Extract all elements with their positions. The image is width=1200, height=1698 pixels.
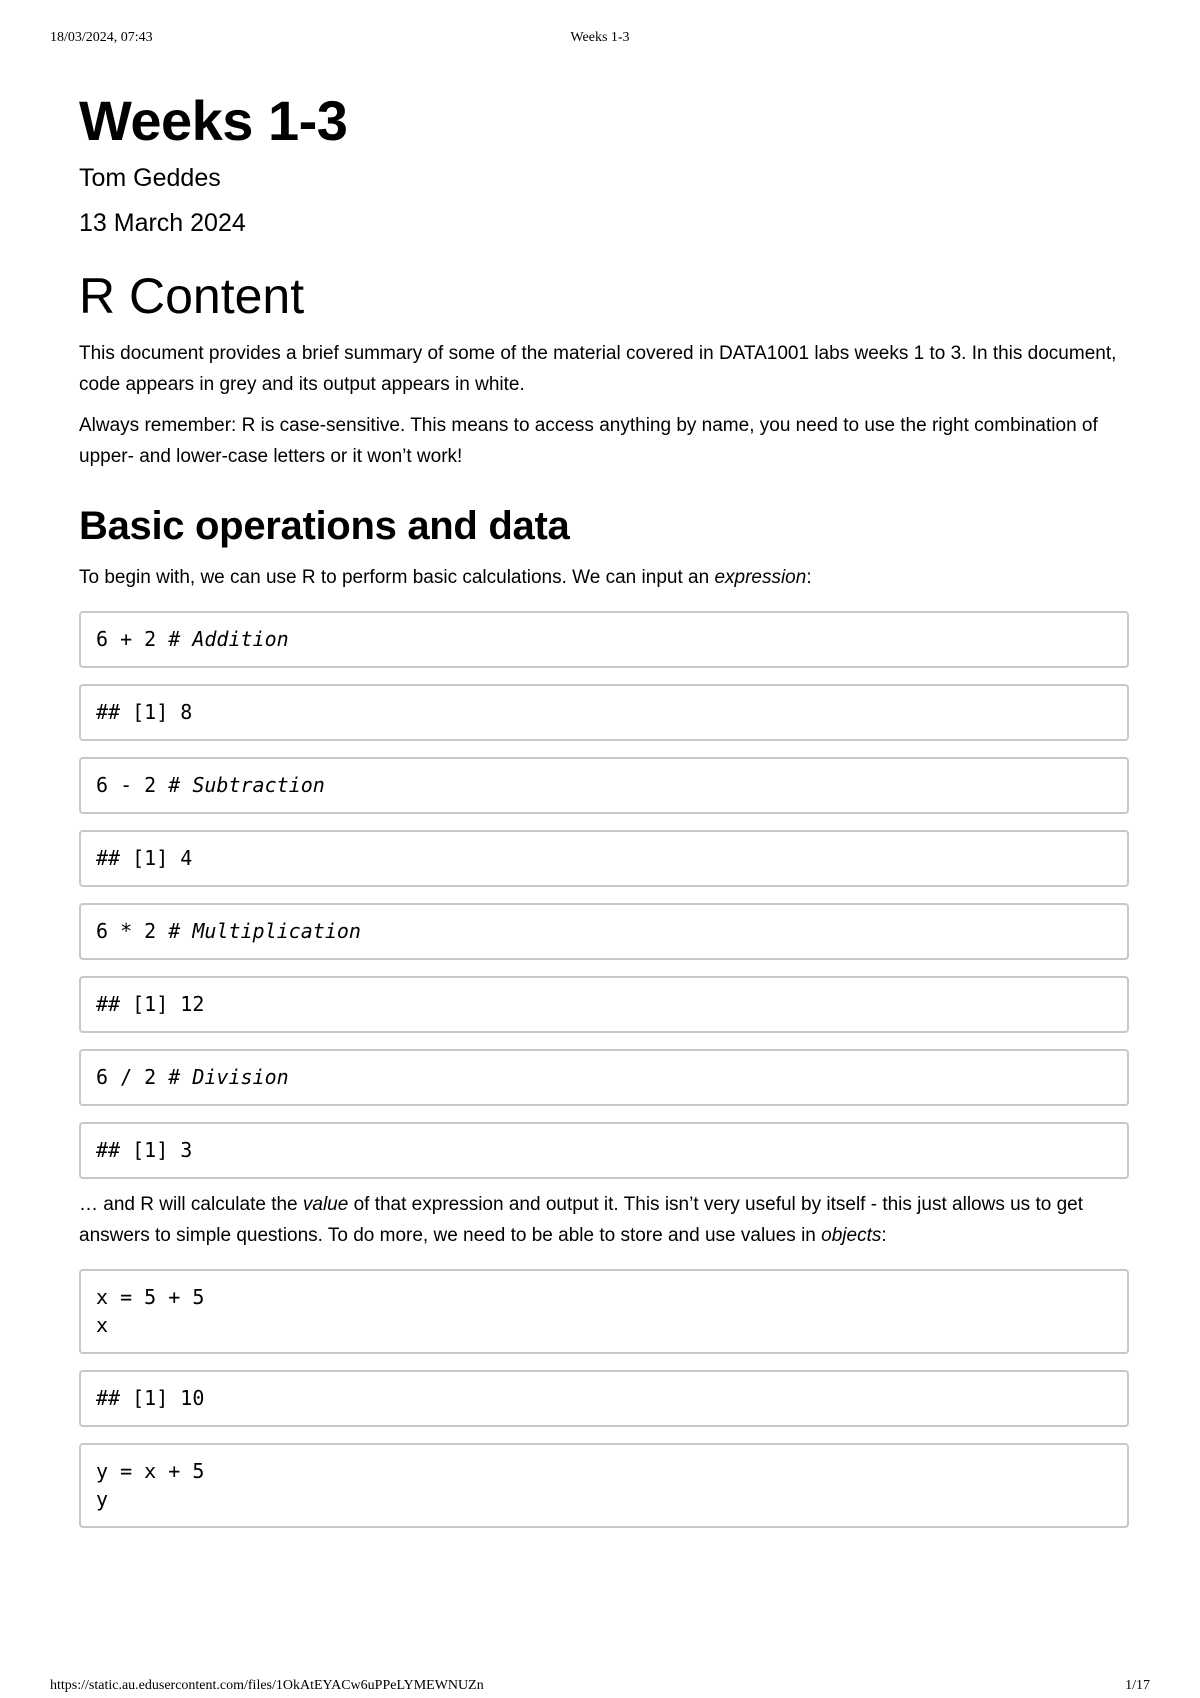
expression-term: expression [714, 567, 807, 588]
objects-paragraph [79, 1189, 1131, 1251]
code-comment: # Multiplication [168, 919, 361, 943]
print-datetime: 18/03/2024, 07:43 [50, 30, 153, 45]
document-date: 13 March 2024 [79, 209, 246, 237]
code-comment: # Subtraction [168, 773, 325, 797]
print-page-number: 1/17 [1125, 1678, 1150, 1693]
code-comment: # Addition [168, 627, 289, 651]
code-text: 6 * 2 [96, 919, 169, 943]
expression-text-after: : [806, 567, 812, 588]
code-text: 6 - 2 [96, 773, 169, 797]
objects-term: objects [821, 1225, 882, 1246]
print-url[interactable]: https://static.au.edusercontent.com/files/1OkAtEYACw6uPPeLYMEWNUZn [50, 1678, 484, 1693]
case-sensitivity-paragraph: Always remember: R is case-sensitive. This means to access anything by name, you need to use the right combination of upper- and lower-case letters or it won’t work! [79, 415, 1098, 467]
section-heading-r-content: R Content [79, 268, 305, 324]
objects-text-middle: of that expression and output it. This isn’t very useful by itself - this just allows us to get answers to simple questions. To do more, we need to be able to store and use values in [79, 1194, 1083, 1246]
section-heading-basic-operations: Basic operations and data [79, 504, 570, 548]
code-block-addition[interactable] [79, 611, 1129, 668]
output-block-division[interactable] [79, 1122, 1129, 1179]
output-text: ## [1] 8 [96, 700, 193, 724]
code-text: 6 / 2 [96, 1065, 169, 1089]
output-text: ## [1] 3 [96, 1138, 193, 1162]
print-footer [50, 1678, 1150, 1698]
code-block-division[interactable] [79, 1049, 1129, 1106]
code-block-assign-y[interactable] [79, 1443, 1129, 1528]
code-block-assign-x[interactable] [79, 1269, 1129, 1354]
code-text: x = 5 + 5 x [96, 1285, 205, 1337]
document-author: Tom Geddes [79, 164, 221, 192]
print-title: Weeks 1-3 [570, 30, 630, 45]
output-block-addition[interactable] [79, 684, 1129, 741]
expression-text-before: To begin with, we can use R to perform basic calculations. We can input an [79, 567, 715, 588]
output-text: ## [1] 10 [96, 1386, 205, 1410]
value-term: value [302, 1194, 349, 1215]
expression-paragraph [79, 562, 1131, 593]
output-block-subtraction[interactable] [79, 830, 1129, 887]
code-block-multiplication[interactable] [79, 903, 1129, 960]
output-block-x[interactable] [79, 1370, 1129, 1427]
document-title: Weeks 1-3 [79, 89, 348, 152]
code-text: y = x + 5 y [96, 1459, 205, 1511]
objects-text-after: : [881, 1225, 887, 1246]
code-text: 6 + 2 [96, 627, 169, 651]
print-header [50, 30, 1150, 50]
output-text: ## [1] 12 [96, 992, 205, 1016]
intro-paragraph: This document provides a brief summary of some of the material covered in DATA1001 labs weeks 1 to 3. In this document, code appears in grey and its output appears in white. [79, 343, 1117, 395]
code-comment: # Division [168, 1065, 289, 1089]
output-block-multiplication[interactable] [79, 976, 1129, 1033]
output-text: ## [1] 4 [96, 846, 193, 870]
code-block-subtraction[interactable] [79, 757, 1129, 814]
objects-text-before: … and R will calculate the [79, 1194, 303, 1215]
document-content [79, 86, 1131, 1528]
